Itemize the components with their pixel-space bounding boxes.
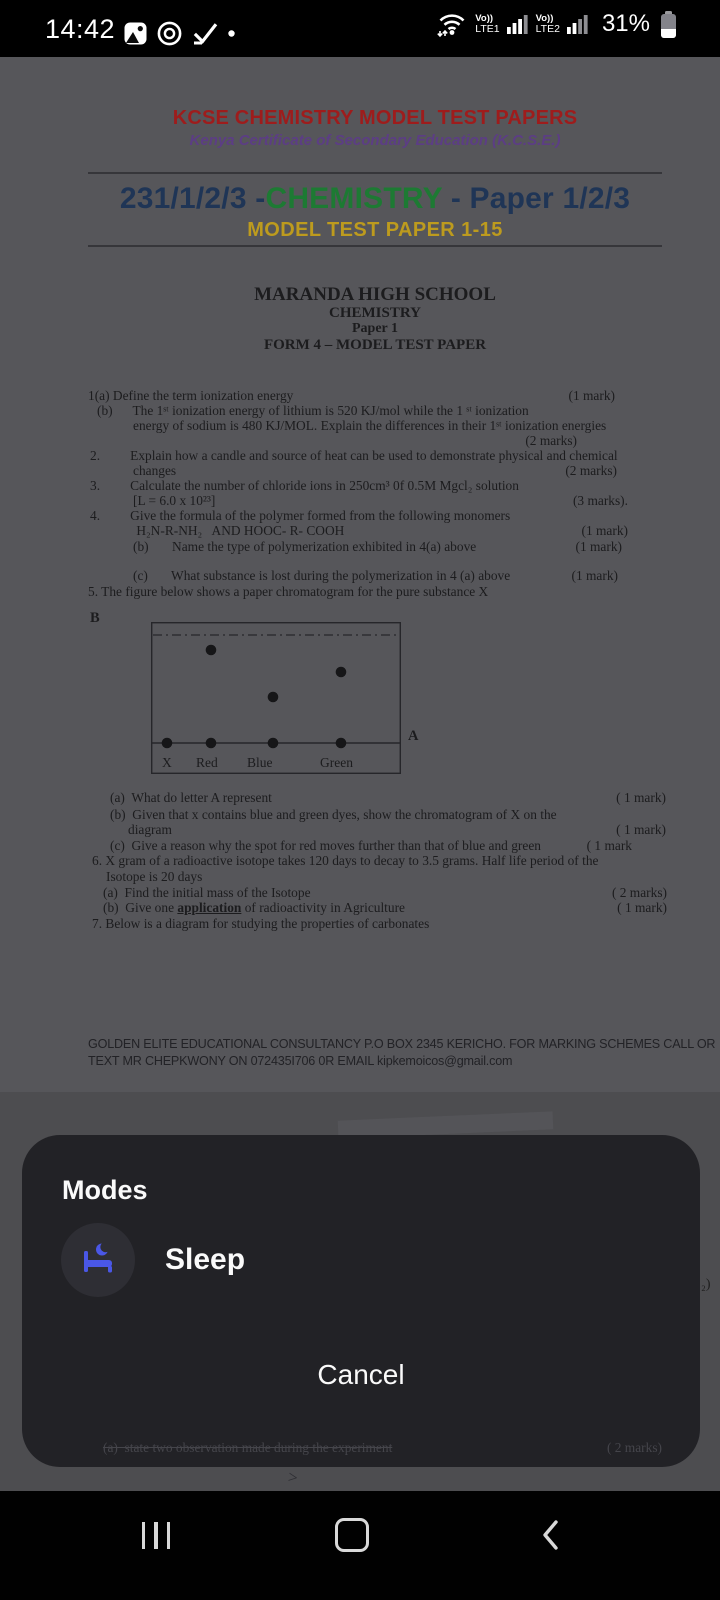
- doc-brand-subtitle: Kenya Certificate of Secondary Education (K.C.S.E.): [189, 132, 561, 149]
- gallery-icon: [124, 22, 147, 45]
- page-diagram-fragment: >: [286, 1467, 299, 1488]
- modes-dialog: [22, 1135, 700, 1467]
- question-line: diagram ( 1 mark): [128, 822, 666, 837]
- page-text-fragment: ₂): [701, 1277, 711, 1292]
- battery-icon: [661, 11, 676, 38]
- question-line: 7. Below is a diagram for studying the properties of carbonates: [92, 916, 430, 931]
- sim1-volte-label: Vo)) LTE1: [475, 13, 500, 35]
- question-line: (b) The 1ˢᵗ ionization energy of lithium is 520 KJ/mol while the 1 ˢᵗ ionization: [97, 403, 529, 418]
- chromatogram-figure: [151, 622, 401, 774]
- doc-brand-title: KCSE CHEMISTRY MODEL TEST PAPERS: [172, 107, 578, 129]
- sim2-volte-label: Vo)) LTE2: [535, 13, 560, 35]
- school-form-line: FORM 4 – MODEL TEST PAPER: [263, 337, 487, 353]
- question-line: changes (2 marks): [133, 463, 617, 478]
- browser-icon: [157, 21, 182, 46]
- sleep-mode-item[interactable]: [61, 1223, 135, 1297]
- notification-dot: [228, 30, 235, 37]
- notification-icons: [124, 21, 235, 46]
- faint-doc-line: (a) state two observation made during the experiment ( 2 marks): [103, 1440, 662, 1455]
- question-line: (b) Name the type of polymerization exhibited in 4(a) above (1 mark): [133, 539, 622, 554]
- wifi-icon: [436, 10, 468, 38]
- divider: [88, 172, 662, 174]
- question-line: (a) What do letter A represent ( 1 mark): [110, 790, 666, 805]
- school-subject: CHEMISTRY: [329, 305, 421, 321]
- question-line-application: (b) Give one application of radioactivity in Agriculture ( 1 mark): [103, 900, 667, 915]
- question-line: H₂N-R-NH₂ AND HOOC- R- COOH (1 mark): [133, 523, 628, 538]
- status-right-cluster: [436, 10, 676, 38]
- school-name: MARANDA HIGH SCHOOL: [254, 284, 496, 305]
- school-paper: Paper 1: [351, 321, 398, 336]
- doc-paper-title: 231/1/2/3 -CHEMISTRY - Paper 1/2/3: [119, 182, 631, 215]
- sim2-signal-bars: [567, 13, 589, 35]
- question-line: 4. Give the formula of the polymer formed from the following monomers: [90, 508, 511, 523]
- spot-label-green: Green: [320, 755, 353, 770]
- question-line: (c) Give a reason why the spot for red moves further than that of blue and green ( 1 mark: [110, 838, 632, 853]
- spot-label-blue: Blue: [247, 755, 273, 770]
- question-line: 2. Explain how a candle and source of heat can be used to demonstrate physical and chemical: [90, 448, 618, 463]
- navigation-bar: [0, 1491, 720, 1600]
- modes-dialog-title: Modes: [62, 1175, 148, 1205]
- question-line: (a) Find the initial mass of the Isotope ( 2 marks): [103, 885, 667, 900]
- question-line: 1(a) Define the term ionization energy (1 mark): [88, 388, 615, 403]
- back-button[interactable]: [520, 1511, 580, 1559]
- status-bar[interactable]: [0, 0, 720, 57]
- back-chevron-icon: [541, 1519, 559, 1551]
- sleep-bed-icon: [77, 1239, 119, 1281]
- question-line: (b) Given that x contains blue and green dyes, show the chromatogram of X on the: [110, 807, 557, 822]
- doc-footer-line1: GOLDEN ELITE EDUCATIONAL CONSULTANCY P.O BOX 2345 KERICHO. FOR MARKING SCHEMES CALL OR: [88, 1037, 716, 1051]
- divider: [88, 245, 662, 247]
- check-icon: [192, 22, 218, 46]
- chromatogram-label-b: B: [90, 610, 100, 626]
- battery-percent: 31%: [601, 10, 650, 37]
- cancel-button[interactable]: Cancel: [317, 1359, 405, 1390]
- question-line: energy of sodium is 480 KJ/MOL. Explain the differences in their 1ˢᵗ ionization energies: [133, 418, 607, 433]
- status-time: 14:42: [45, 14, 116, 44]
- chromatogram-label-a: A: [408, 728, 419, 744]
- sim1-signal-bars: [507, 13, 529, 35]
- home-button[interactable]: [322, 1511, 382, 1559]
- question-line: 6. X gram of a radioactive isotope takes 120 days to decay to 3.5 grams. Half life period of the: [92, 853, 599, 868]
- question-line: Isotope is 20 days: [106, 869, 203, 884]
- question-line: [L = 6.0 x 10²³] (3 marks).: [133, 493, 628, 508]
- question-line: (c) What substance is lost during the polymerization in 4 (a) above (1 mark): [133, 568, 618, 583]
- recents-button[interactable]: [126, 1511, 186, 1559]
- question-line: 3. Calculate the number of chloride ions in 250cm³ 0f 0.5M Mgcl₂ solution: [90, 478, 519, 493]
- question-line: (2 marks): [525, 433, 577, 448]
- doc-model-line: MODEL TEST PAPER 1-15: [247, 219, 503, 241]
- sleep-mode-label[interactable]: Sleep: [165, 1243, 246, 1276]
- spot-label-x: X: [162, 755, 172, 770]
- doc-footer-line2: TEXT MR CHEPKWONY ON 072435I706 0R EMAIL kipkemoicos@gmail.com: [88, 1054, 513, 1068]
- spot-label-red: Red: [196, 755, 218, 770]
- question-line: 5. The figure below shows a paper chromatogram for the pure substance X: [88, 584, 489, 599]
